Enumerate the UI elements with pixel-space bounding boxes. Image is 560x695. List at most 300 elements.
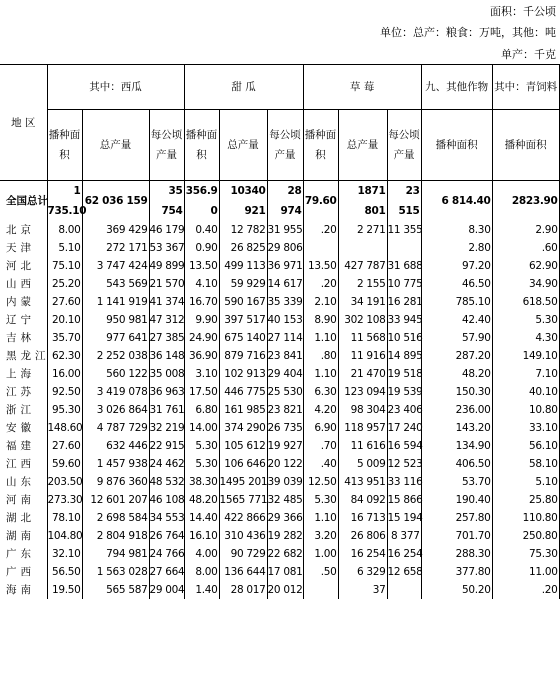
row-sb-yield: 17 240: [387, 419, 421, 437]
row-sm-yield: 26 735: [267, 419, 303, 437]
total-wm-output: 62 036 159: [82, 181, 149, 222]
row-region: 浙江: [0, 401, 47, 419]
table-row: [0, 293, 559, 311]
row-sm-yield: 17 081: [267, 563, 303, 581]
row-region: 山东: [0, 473, 47, 491]
row-wm-area: 56.50: [47, 563, 82, 581]
row-sm-yield: 23 841: [267, 347, 303, 365]
row-wm-output: 2 252 038: [82, 347, 149, 365]
row-sb-output: 11 568: [338, 329, 387, 347]
header-sb-yield: 每公顷产量: [387, 110, 421, 181]
row-sm-output: 590 167: [219, 293, 267, 311]
row-sm-yield: 22 682: [267, 545, 303, 563]
row-other-area: 134.90: [421, 437, 492, 455]
row-sm-output: 12 782: [219, 221, 267, 239]
row-wm-output: 560 122: [82, 365, 149, 383]
row-sb-output: 21 470: [338, 365, 387, 383]
table-row: [0, 329, 559, 347]
row-sm-area: 4.10: [184, 275, 219, 293]
row-wm-yield: 41 374: [149, 293, 184, 311]
row-sb-area: 6.30: [303, 383, 338, 401]
row-sm-output: 675 140: [219, 329, 267, 347]
row-fodder-area: 5.30: [492, 311, 559, 329]
row-sm-yield: 31 955: [267, 221, 303, 239]
row-sm-output: 310 436: [219, 527, 267, 545]
row-sm-area: 36.90: [184, 347, 219, 365]
table-row: [0, 311, 559, 329]
row-sb-yield: 15 194: [387, 509, 421, 527]
row-sm-output: 446 775: [219, 383, 267, 401]
row-sb-area: 2.10: [303, 293, 338, 311]
row-sb-yield: 12 658: [387, 563, 421, 581]
row-wm-area: 75.10: [47, 257, 82, 275]
total-sb-yield: 23 515: [387, 181, 421, 222]
row-wm-output: 3 747 424: [82, 257, 149, 275]
row-sb-yield: 31 688: [387, 257, 421, 275]
row-wm-yield: 21 570: [149, 275, 184, 293]
row-wm-output: 2 804 918: [82, 527, 149, 545]
row-other-area: 2.80: [421, 239, 492, 257]
row-fodder-area: 25.80: [492, 491, 559, 509]
row-sb-output: 98 304: [338, 401, 387, 419]
row-fodder-area: 58.10: [492, 455, 559, 473]
row-region: 北京: [0, 221, 47, 239]
row-other-area: 406.50: [421, 455, 492, 473]
row-region: 湖南: [0, 527, 47, 545]
row-fodder-area: 56.10: [492, 437, 559, 455]
row-other-area: 50.20: [421, 581, 492, 599]
row-fodder-area: 4.30: [492, 329, 559, 347]
row-sb-area: 5.30: [303, 491, 338, 509]
row-wm-area: 16.00: [47, 365, 82, 383]
row-region: 江苏: [0, 383, 47, 401]
row-sb-area: [303, 581, 338, 599]
row-other-area: 46.50: [421, 275, 492, 293]
row-fodder-area: 2.90: [492, 221, 559, 239]
row-wm-area: 59.60: [47, 455, 82, 473]
row-region: 河北: [0, 257, 47, 275]
row-sm-yield: 23 821: [267, 401, 303, 419]
row-sm-output: 106 646: [219, 455, 267, 473]
row-fodder-area: 7.10: [492, 365, 559, 383]
row-wm-area: 148.60: [47, 419, 82, 437]
row-sm-output: 422 866: [219, 509, 267, 527]
row-sb-output: 2 271: [338, 221, 387, 239]
row-wm-yield: 34 553: [149, 509, 184, 527]
row-wm-output: 543 569: [82, 275, 149, 293]
row-wm-output: 12 601 207: [82, 491, 149, 509]
row-wm-yield: 27 664: [149, 563, 184, 581]
row-wm-yield: 24 462: [149, 455, 184, 473]
row-other-area: 57.90: [421, 329, 492, 347]
row-wm-area: 27.60: [47, 293, 82, 311]
total-region: 全国总计: [0, 181, 47, 222]
row-sb-output: 5 009: [338, 455, 387, 473]
row-sm-output: 397 517: [219, 311, 267, 329]
row-region: 吉林: [0, 329, 47, 347]
row-fodder-area: 10.80: [492, 401, 559, 419]
row-sb-area: .20: [303, 221, 338, 239]
row-sb-area: 3.20: [303, 527, 338, 545]
row-fodder-area: 110.80: [492, 509, 559, 527]
row-wm-area: 20.10: [47, 311, 82, 329]
row-sb-output: 37: [338, 581, 387, 599]
table-row: [0, 257, 559, 275]
row-wm-output: 3 026 864: [82, 401, 149, 419]
table-row: [0, 491, 559, 509]
row-wm-yield: 46 108: [149, 491, 184, 509]
row-sm-area: 5.30: [184, 455, 219, 473]
row-sb-area: .70: [303, 437, 338, 455]
table-row: [0, 419, 559, 437]
row-wm-output: 1 141 919: [82, 293, 149, 311]
row-fodder-area: 11.00: [492, 563, 559, 581]
row-wm-area: 35.70: [47, 329, 82, 347]
row-other-area: 97.20: [421, 257, 492, 275]
row-fodder-area: .60: [492, 239, 559, 257]
row-sm-area: 24.90: [184, 329, 219, 347]
row-sm-output: 499 113: [219, 257, 267, 275]
row-sb-yield: 14 895: [387, 347, 421, 365]
row-sb-yield: 10 775: [387, 275, 421, 293]
row-sm-yield: 27 114: [267, 329, 303, 347]
row-wm-area: 203.50: [47, 473, 82, 491]
row-sb-area: 1.00: [303, 545, 338, 563]
table-row: [0, 221, 559, 239]
row-fodder-area: 250.80: [492, 527, 559, 545]
row-sm-output: 105 612: [219, 437, 267, 455]
row-sb-yield: [387, 581, 421, 599]
row-sm-yield: 19 282: [267, 527, 303, 545]
header-sb-area: 播种面积: [303, 110, 338, 181]
row-sb-output: 302 108: [338, 311, 387, 329]
table-row: [0, 563, 559, 581]
row-wm-yield: 36 963: [149, 383, 184, 401]
row-fodder-area: 34.90: [492, 275, 559, 293]
header-sweet-melon: 甜 瓜: [184, 65, 303, 110]
header-strawberry: 草 莓: [303, 65, 421, 110]
row-sb-output: 11 616: [338, 437, 387, 455]
table-row: [0, 401, 559, 419]
row-sm-area: 13.50: [184, 257, 219, 275]
row-wm-output: 4 787 729: [82, 419, 149, 437]
row-other-area: 377.80: [421, 563, 492, 581]
row-sm-output: 879 716: [219, 347, 267, 365]
row-sb-yield: 33 116: [387, 473, 421, 491]
row-wm-yield: 46 179: [149, 221, 184, 239]
row-region: 江西: [0, 455, 47, 473]
row-region: 黑龙江: [0, 347, 47, 365]
row-fodder-area: 5.10: [492, 473, 559, 491]
row-wm-yield: 29 004: [149, 581, 184, 599]
row-sm-output: 1565 771: [219, 491, 267, 509]
row-sm-area: 14.00: [184, 419, 219, 437]
row-wm-yield: 31 761: [149, 401, 184, 419]
total-other-area: 6 814.40: [421, 181, 492, 222]
row-sm-output: 28 017: [219, 581, 267, 599]
row-sm-yield: 29 366: [267, 509, 303, 527]
row-sb-output: 26 806: [338, 527, 387, 545]
unit-yield: 单产：千克: [501, 48, 556, 61]
row-sm-output: 26 825: [219, 239, 267, 257]
row-wm-yield: 26 764: [149, 527, 184, 545]
row-sm-area: 4.00: [184, 545, 219, 563]
total-sb-output: 1871 801: [338, 181, 387, 222]
row-sb-yield: 19 539: [387, 383, 421, 401]
row-wm-output: 272 171: [82, 239, 149, 257]
row-region: 安徽: [0, 419, 47, 437]
table-row: [0, 473, 559, 491]
row-other-area: 236.00: [421, 401, 492, 419]
table-row: [0, 239, 559, 257]
row-wm-output: 794 981: [82, 545, 149, 563]
row-other-area: 257.80: [421, 509, 492, 527]
unit-output: 单位：总产：粮食：万吨，其他：吨: [380, 26, 556, 39]
row-other-area: 143.20: [421, 419, 492, 437]
row-sb-yield: 15 866: [387, 491, 421, 509]
row-sb-yield: 19 518: [387, 365, 421, 383]
row-other-area: 701.70: [421, 527, 492, 545]
row-sm-area: 5.30: [184, 437, 219, 455]
table-row: [0, 365, 559, 383]
row-sb-area: 13.50: [303, 257, 338, 275]
table-body: [0, 181, 559, 600]
row-sm-area: 6.80: [184, 401, 219, 419]
row-sb-yield: 16 254: [387, 545, 421, 563]
row-region: 海南: [0, 581, 47, 599]
row-wm-area: 78.10: [47, 509, 82, 527]
row-wm-output: 9 876 360: [82, 473, 149, 491]
row-region: 内蒙: [0, 293, 47, 311]
table-row: [0, 383, 559, 401]
row-wm-output: 632 446: [82, 437, 149, 455]
table-row: [0, 437, 559, 455]
row-sm-yield: 29 806: [267, 239, 303, 257]
table-row: [0, 581, 559, 599]
row-sm-area: 3.10: [184, 365, 219, 383]
row-sb-area: 1.10: [303, 365, 338, 383]
total-sm-yield: 28 974: [267, 181, 303, 222]
row-wm-area: 5.10: [47, 239, 82, 257]
row-sb-output: 2 155: [338, 275, 387, 293]
row-sm-area: 1.40: [184, 581, 219, 599]
row-wm-output: 2 698 584: [82, 509, 149, 527]
row-sb-yield: 16 594: [387, 437, 421, 455]
row-sb-output: 427 787: [338, 257, 387, 275]
row-sb-area: .40: [303, 455, 338, 473]
row-wm-yield: 32 219: [149, 419, 184, 437]
row-wm-yield: 36 148: [149, 347, 184, 365]
row-fodder-area: 62.90: [492, 257, 559, 275]
row-region: 湖北: [0, 509, 47, 527]
row-sb-output: 6 329: [338, 563, 387, 581]
row-wm-output: 3 419 078: [82, 383, 149, 401]
row-sm-area: 8.00: [184, 563, 219, 581]
row-other-area: 42.40: [421, 311, 492, 329]
row-wm-output: 1 457 938: [82, 455, 149, 473]
row-sm-yield: 25 530: [267, 383, 303, 401]
row-sb-yield: [387, 239, 421, 257]
row-wm-yield: 48 532: [149, 473, 184, 491]
header-wm-yield: 每公顷产量: [149, 110, 184, 181]
row-sm-area: 0.40: [184, 221, 219, 239]
total-sm-output: 10340 921: [219, 181, 267, 222]
row-fodder-area: 149.10: [492, 347, 559, 365]
row-sb-area: 4.20: [303, 401, 338, 419]
row-wm-yield: 49 899: [149, 257, 184, 275]
row-fodder-area: 33.10: [492, 419, 559, 437]
row-fodder-area: .20: [492, 581, 559, 599]
row-sm-area: 38.30: [184, 473, 219, 491]
row-sm-yield: 39 039: [267, 473, 303, 491]
row-sb-yield: 23 406: [387, 401, 421, 419]
table-row: [0, 527, 559, 545]
row-sb-yield: 10 516: [387, 329, 421, 347]
row-sb-area: 6.90: [303, 419, 338, 437]
row-wm-area: 62.30: [47, 347, 82, 365]
row-sb-output: 34 191: [338, 293, 387, 311]
total-sb-area: 79.60: [303, 181, 338, 222]
row-sm-yield: 19 927: [267, 437, 303, 455]
row-fodder-area: 618.50: [492, 293, 559, 311]
row-wm-area: 19.50: [47, 581, 82, 599]
header-sb-output: 总产量: [338, 110, 387, 181]
header-fodder-area: 播种面积: [492, 110, 559, 181]
row-wm-yield: 24 766: [149, 545, 184, 563]
table-header: [0, 65, 559, 181]
row-wm-area: 8.00: [47, 221, 82, 239]
row-wm-area: 92.50: [47, 383, 82, 401]
row-sb-yield: 11 355: [387, 221, 421, 239]
unit-area: 面积：千公顷: [490, 5, 556, 18]
row-wm-area: 25.20: [47, 275, 82, 293]
header-region: 地 区: [0, 65, 47, 181]
row-wm-yield: 53 367: [149, 239, 184, 257]
row-sm-output: 59 929: [219, 275, 267, 293]
row-wm-output: 977 641: [82, 329, 149, 347]
row-wm-area: 273.30: [47, 491, 82, 509]
row-sm-area: 0.90: [184, 239, 219, 257]
row-sm-yield: 29 404: [267, 365, 303, 383]
total-wm-area: 1 735.10: [47, 181, 82, 222]
row-sm-output: 161 985: [219, 401, 267, 419]
row-other-area: 150.30: [421, 383, 492, 401]
row-sm-output: 90 729: [219, 545, 267, 563]
row-wm-area: 32.10: [47, 545, 82, 563]
row-sb-output: 16 713: [338, 509, 387, 527]
header-watermelon: 其中：西瓜: [47, 65, 184, 110]
total-wm-yield: 35 754: [149, 181, 184, 222]
header-sm-output: 总产量: [219, 110, 267, 181]
row-fodder-area: 75.30: [492, 545, 559, 563]
row-sb-output: 413 951: [338, 473, 387, 491]
row-wm-area: 104.80: [47, 527, 82, 545]
row-region: 辽宁: [0, 311, 47, 329]
row-sm-area: 16.10: [184, 527, 219, 545]
header-sm-yield: 每公顷产量: [267, 110, 303, 181]
row-fodder-area: 40.10: [492, 383, 559, 401]
row-other-area: 287.20: [421, 347, 492, 365]
row-region: 河南: [0, 491, 47, 509]
row-sm-area: 16.70: [184, 293, 219, 311]
row-sm-yield: 14 617: [267, 275, 303, 293]
row-wm-output: 1 563 028: [82, 563, 149, 581]
row-wm-area: 95.30: [47, 401, 82, 419]
row-sm-yield: 35 339: [267, 293, 303, 311]
table-row: [0, 455, 559, 473]
row-region: 山西: [0, 275, 47, 293]
row-wm-area: 27.60: [47, 437, 82, 455]
row-sb-output: 16 254: [338, 545, 387, 563]
row-region: 广西: [0, 563, 47, 581]
header-wm-output: 总产量: [82, 110, 149, 181]
row-sb-output: [338, 239, 387, 257]
row-wm-yield: 47 312: [149, 311, 184, 329]
row-sb-yield: 16 281: [387, 293, 421, 311]
row-sb-output: 11 916: [338, 347, 387, 365]
row-wm-output: 369 429: [82, 221, 149, 239]
total-sm-area: 356.9 0: [184, 181, 219, 222]
row-wm-yield: 22 915: [149, 437, 184, 455]
row-sb-area: .20: [303, 275, 338, 293]
header-green-fodder: 其中：青饲料: [492, 65, 559, 110]
row-sm-output: 374 290: [219, 419, 267, 437]
row-wm-yield: 27 385: [149, 329, 184, 347]
row-sb-area: .50: [303, 563, 338, 581]
row-region: 福建: [0, 437, 47, 455]
row-other-area: 8.30: [421, 221, 492, 239]
row-sb-output: 118 957: [338, 419, 387, 437]
row-other-area: 785.10: [421, 293, 492, 311]
total-fodder-area: 2823.90: [492, 181, 559, 222]
header-wm-area: 播种面积: [47, 110, 82, 181]
row-wm-output: 565 587: [82, 581, 149, 599]
row-sb-yield: 12 523: [387, 455, 421, 473]
row-sb-area: 1.10: [303, 329, 338, 347]
row-sb-area: 12.50: [303, 473, 338, 491]
row-sb-yield: 33 945: [387, 311, 421, 329]
row-other-area: 53.70: [421, 473, 492, 491]
header-other-crops: 九、其他作物: [421, 65, 492, 110]
row-sb-output: 123 094: [338, 383, 387, 401]
row-other-area: 48.20: [421, 365, 492, 383]
row-sb-area: [303, 239, 338, 257]
row-sm-yield: 20 122: [267, 455, 303, 473]
row-region: 广东: [0, 545, 47, 563]
row-sm-yield: 20 012: [267, 581, 303, 599]
row-sb-yield: 8 377: [387, 527, 421, 545]
table-row: [0, 545, 559, 563]
table-row-total: [0, 181, 559, 222]
header-sm-area: 播种面积: [184, 110, 219, 181]
row-sm-yield: 40 153: [267, 311, 303, 329]
row-sm-area: 48.20: [184, 491, 219, 509]
row-other-area: 190.40: [421, 491, 492, 509]
row-sm-area: 14.40: [184, 509, 219, 527]
row-sm-output: 1495 201: [219, 473, 267, 491]
table-row: [0, 509, 559, 527]
crop-statistics-table: [0, 64, 560, 599]
row-sm-yield: 36 971: [267, 257, 303, 275]
row-region: 上海: [0, 365, 47, 383]
row-sb-area: 8.90: [303, 311, 338, 329]
row-sm-area: 9.90: [184, 311, 219, 329]
row-wm-output: 950 981: [82, 311, 149, 329]
table-row: [0, 347, 559, 365]
row-sm-yield: 32 485: [267, 491, 303, 509]
row-sm-output: 136 644: [219, 563, 267, 581]
row-sb-area: .80: [303, 347, 338, 365]
